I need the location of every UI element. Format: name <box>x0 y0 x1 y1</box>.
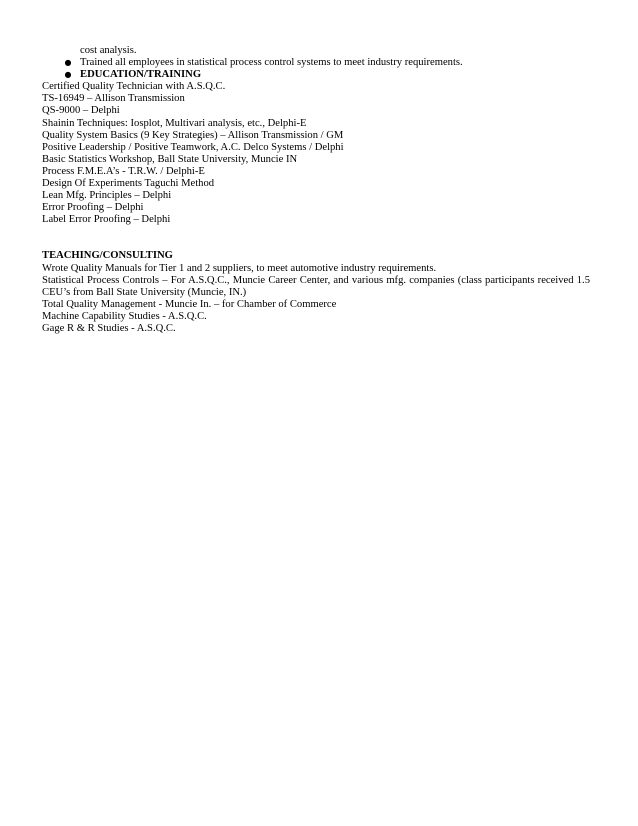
teaching-section <box>42 250 590 335</box>
section-spacer <box>42 226 590 250</box>
teaching-item: Statistical Process Controls – For A.S.Q.C., Muncie Career Center, and various mfg. companies (class participants received 1.5 CEU’s from Ball State University (Muncie, IN.) <box>42 274 590 298</box>
bullet-item-training <box>42 57 590 69</box>
teaching-item: Total Quality Management - Muncie In. – for Chamber of Commerce <box>42 298 337 310</box>
teaching-heading: TEACHING/CONSULTING <box>42 250 173 262</box>
education-item: QS-9000 – Delphi <box>42 105 120 117</box>
education-item: Certified Quality Technician with A.S.Q.C. <box>42 81 226 93</box>
document-content <box>42 45 590 335</box>
bullet-text: Trained all employees in statistical process control systems to meet industry requirements. <box>80 57 463 69</box>
education-item: Error Proofing – Delphi <box>42 202 144 214</box>
bullet-list <box>42 57 590 81</box>
education-item: Lean Mfg. Principles – Delphi <box>42 190 172 202</box>
education-item: Process F.M.E.A’s - T.R.W. / Delphi-E <box>42 165 205 177</box>
teaching-item: Machine Capability Studies - A.S.Q.C. <box>42 310 207 322</box>
bullet-item-education-heading <box>42 69 590 81</box>
bullet-dot-icon: ● <box>64 70 72 80</box>
education-heading: EDUCATION/TRAINING <box>80 69 202 81</box>
education-item: Quality System Basics (9 Key Strategies) – Allison Transmission / GM <box>42 129 344 141</box>
education-item: Positive Leadership / Positive Teamwork, A.C. Delco Systems / Delphi <box>42 141 344 153</box>
education-list <box>42 81 590 226</box>
education-item: Shainin Techniques: Iosplot, Multivari analysis, etc., Delphi-E <box>42 117 307 129</box>
bullet-dot-icon: ● <box>64 58 72 68</box>
teaching-item: Gage R & R Studies - A.S.Q.C. <box>42 322 176 334</box>
education-item: Label Error Proofing – Delphi <box>42 214 171 226</box>
teaching-item: Wrote Quality Manuals for Tier 1 and 2 suppliers, to meet automotive industry requirements. <box>42 262 437 274</box>
education-item: TS-16949 – Allison Transmission <box>42 93 185 105</box>
education-item: Design Of Experiments Taguchi Method <box>42 178 215 190</box>
education-item: Basic Statistics Workshop, Ball State University, Muncie IN <box>42 153 298 165</box>
continuation-line: cost analysis. <box>80 45 137 56</box>
